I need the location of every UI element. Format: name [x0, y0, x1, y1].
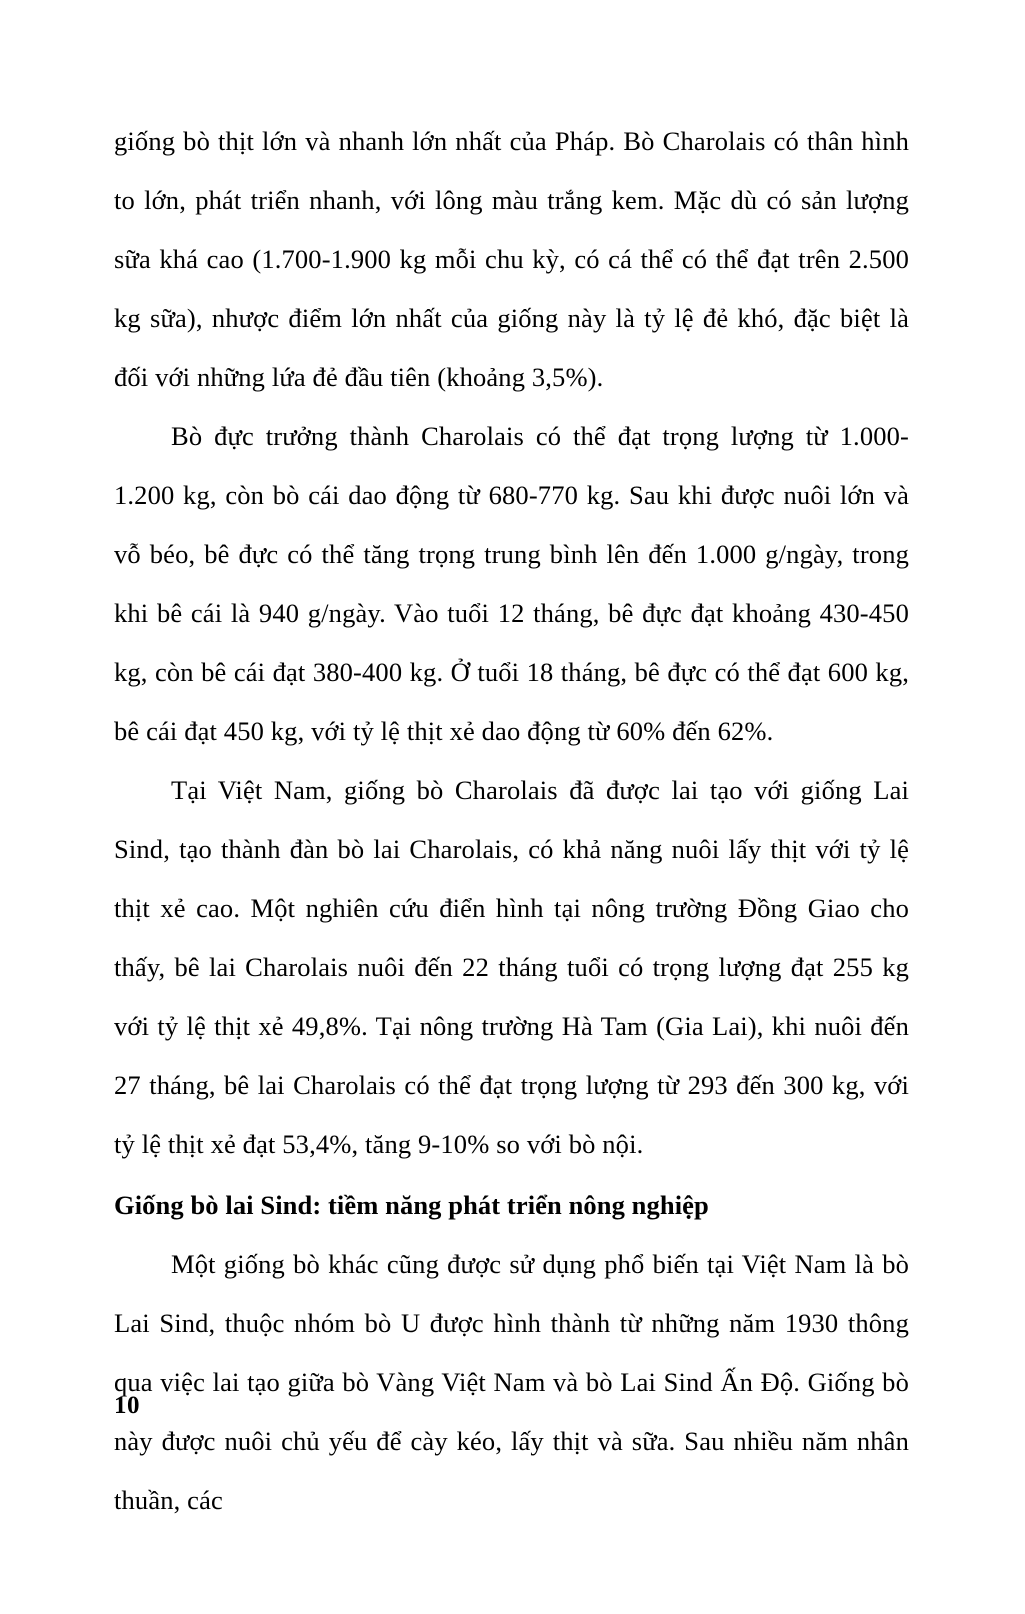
paragraph-4: Một giống bò khác cũng được sử dụng phổ biến tại Việt Nam là bò Lai Sind, thuộc nhóm bò U được hình thành từ những năm 1930 thông qua việc lai tạo giữa bò Vàng Việt Nam và bò Lai Sind Ấn Độ. Giống bò này được nuôi chủ yếu để cày kéo, lấy thịt và sữa. Sau nhiều năm nhân thuần, các [114, 1249, 909, 1515]
section-subheading: Giống bò lai Sind: tiềm năng phát triển nông nghiệp [114, 1190, 709, 1220]
page-number: 10 [114, 1392, 140, 1419]
paragraph-2: Bò đực trưởng thành Charolais có thể đạt trọng lượng từ 1.000-1.200 kg, còn bò cái dao động từ 680-770 kg. Sau khi được nuôi lớn và vỗ béo, bê đực có thể tăng trọng trung bình lên đến 1.000 g/ngày, trong khi bê cái là 940 g/ngày. Vào tuổi 12 tháng, bê đực đạt khoảng 430-450 kg, còn bê cái đạt 380-400 kg. Ở tuổi 18 tháng, bê đực có thể đạt 600 kg, bê cái đạt 450 kg, với tỷ lệ thịt xẻ dao động từ 60% đến 62%. [114, 421, 909, 746]
paragraph-1: giống bò thịt lớn và nhanh lớn nhất của Pháp. Bò Charolais có thân hình to lớn, phát triển nhanh, với lông màu trắng kem. Mặc dù có sản lượng sữa khá cao (1.700-1.900 kg mỗi chu kỳ, có cá thể có thể đạt trên 2.500 kg sữa), nhược điểm lớn nhất của giống này là tỷ lệ đẻ khó, đặc biệt là đối với những lứa đẻ đầu tiên (khoảng 3,5%). [114, 126, 909, 392]
paragraph-3: Tại Việt Nam, giống bò Charolais đã được lai tạo với giống Lai Sind, tạo thành đàn bò lai Charolais, có khả năng nuôi lấy thịt với tỷ lệ thịt xẻ cao. Một nghiên cứu điển hình tại nông trường Đồng Giao cho thấy, bê lai Charolais nuôi đến 22 tháng tuổi có trọng lượng đạt 255 kg với tỷ lệ thịt xẻ 49,8%. Tại nông trường Hà Tam (Gia Lai), khi nuôi đến 27 tháng, bê lai Charolais có thể đạt trọng lượng từ 293 đến 300 kg, với tỷ lệ thịt xẻ đạt 53,4%, tăng 9-10% so với bò nội. [114, 775, 909, 1159]
page-content [114, 112, 909, 1530]
